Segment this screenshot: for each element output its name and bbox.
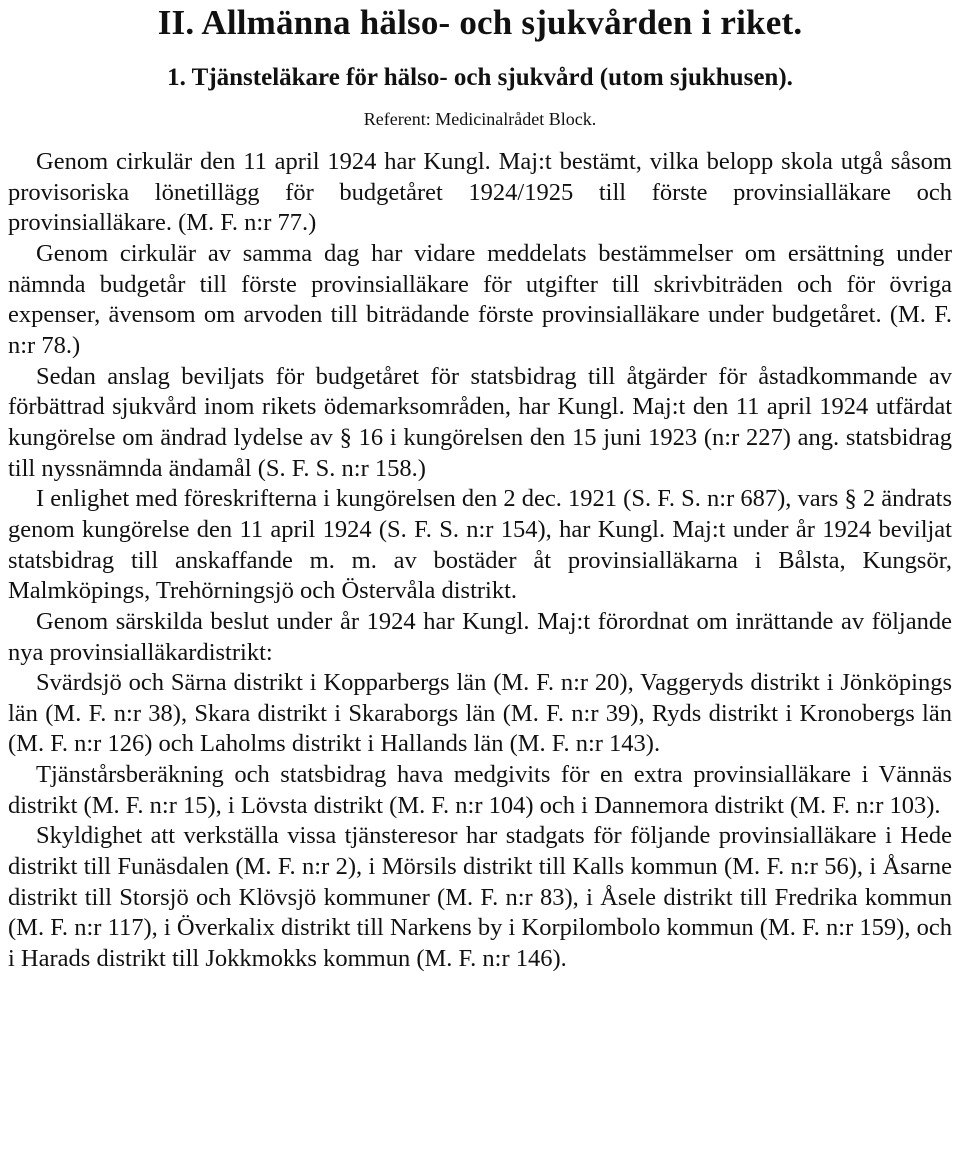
paragraph-wilderness-grant: Sedan anslag beviljats för budgetåret för statsbidrag till åtgärder för åstadkommande av förbättrad sjukvård inom rikets ödemarksområden, har Kungl. Maj:t den 11 april 1924 utfärdat kungörelse om ändrad lydelse av § 16 i kungörelsen den 15 juni 1923 (n:r 227) ang. statsbidrag till nyssnämnda ändamål (S. F. S. n:r 158.) <box>8 362 952 482</box>
paragraph-housing-grant: I enlighet med föreskrifterna i kungörelsen den 2 dec. 1921 (S. F. S. n:r 687), vars § 2 ändrats genom kungörelse den 11 april 1924 (S. F. S. n:r 154), har Kungl. Maj:t under år 1924 beviljat statsbidrag till anskaffande m. m. av bostäder åt provinsialläkarna i Bålsta, Kungsör, Malmköpings, Trehörningsjö och Östervåla distrikt. <box>8 485 952 605</box>
paragraph-official-journeys: Skyldighet att verkställa vissa tjänsteresor har stadgats för följande provinsialläkare i Hede distrikt till Funäsdalen (M. F. n:r 2), i Mörsils distrikt till Kalls kommun (M. F. n:r 56), i Åsarne distrikt till Storsjö och Klövsjö kommuner (M. F. n:r 83), i Åsele distrikt till Fredrika kommun (M. F. n:r 117), i Överkalix distrikt till Narkens by i Korpilombolo kommun (M. F. n:r 159), och i Harads distrikt till Jokkmokks kommun (M. F. n:r 146). <box>8 822 952 973</box>
paragraph-extra-physicians: Tjänstårsberäkning och statsbidrag hava medgivits för en extra provinsialläkare i Vännäs distrikt (M. F. n:r 15), i Lövsta distrikt (M. F. n:r 104) och i Dannemora distrikt (M. F. n:r 103). <box>8 761 952 819</box>
paragraph-new-districts-list: Svärdsjö och Särna distrikt i Kopparbergs län (M. F. n:r 20), Vaggeryds distrikt i Jönköpings län (M. F. n:r 38), Skara distrikt i Skaraborgs län (M. F. n:r 39), Ryds distrikt i Kronobergs län (M. F. n:r 126) och Laholms distrikt i Hallands län (M. F. n:r 143). <box>8 669 952 758</box>
paragraph-provisional-salary: Genom cirkulär den 11 april 1924 har Kungl. Maj:t bestämt, vilka belopp skola utgå såsom provisoriska lönetillägg för budgetåret 1924/1925 till förste provinsialläkare och provinsialläkare. (M. F. n:r 77.) <box>8 148 952 237</box>
document-page <box>8 0 952 1170</box>
document-body <box>8 147 952 975</box>
referent-line: Referent: Medicinalrådet Block. <box>363 109 597 129</box>
chapter-title: II. Allmänna hälso- och sjukvården i riket. <box>157 3 803 42</box>
section-title: 1. Tjänsteläkare för hälso- och sjukvård (utom sjukhusen). <box>167 64 793 91</box>
paragraph-new-districts-intro: Genom särskilda beslut under år 1924 har Kungl. Maj:t förordnat om inrättande av följande nya provinsialläkardistrikt: <box>8 607 952 666</box>
paragraph-expense-compensation: Genom cirkulär av samma dag har vidare meddelats bestämmelser om ersättning under nämnda budgetår till förste provinsialläkare för utgifter till skrivbiträden och för övriga expenser, ävensom om arvoden till biträdande förste provinsialläkare under budgetåret. (M. F. n:r 78.) <box>8 239 952 359</box>
